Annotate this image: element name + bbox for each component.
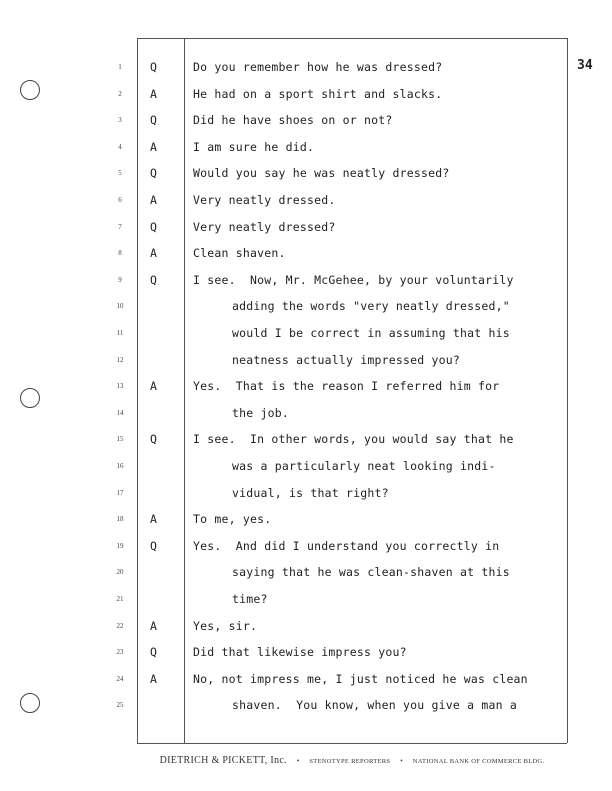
punch-hole-top bbox=[20, 80, 40, 100]
punch-hole-bottom bbox=[20, 693, 40, 713]
testimony-line: Would you say he was neatly dressed? bbox=[193, 166, 450, 181]
testimony-line: I am sure he did. bbox=[193, 139, 315, 154]
testimony-line: Do you remember how he was dressed? bbox=[193, 60, 443, 74]
footer-address: NATIONAL BANK OF COMMERCE BLDG. bbox=[412, 758, 545, 765]
line-number: 11 bbox=[116, 329, 124, 337]
line-number: 13 bbox=[116, 382, 124, 391]
line-number: 10 bbox=[116, 302, 124, 311]
testimony-line: Yes, sir. bbox=[193, 618, 258, 633]
reporter-footer bbox=[137, 750, 567, 768]
speaker-label: Q bbox=[150, 60, 157, 74]
testimony-line: He had on a sport shirt and slacks. bbox=[193, 86, 443, 101]
line-number: 16 bbox=[116, 462, 124, 470]
testimony-line: I see. Now, Mr. McGehee, by your voluntarily bbox=[193, 272, 514, 287]
footer-separator-2: • bbox=[400, 757, 403, 765]
punch-hole-middle bbox=[20, 388, 40, 408]
frame-right-rule bbox=[567, 38, 568, 743]
line-number: 17 bbox=[116, 488, 124, 497]
line-number: 24 bbox=[116, 674, 124, 683]
testimony-continuation: shaven. You know, when you give a man a bbox=[232, 698, 517, 713]
line-number: 23 bbox=[116, 648, 124, 657]
line-number: 21 bbox=[116, 595, 124, 603]
testimony-line: Very neatly dressed. bbox=[193, 193, 336, 207]
testimony-line: Did that likewise impress you? bbox=[193, 645, 407, 660]
line-number: 9 bbox=[118, 275, 122, 284]
line-number: 4 bbox=[118, 142, 122, 151]
testimony-continuation: the job. bbox=[232, 405, 289, 420]
testimony-line: Very neatly dressed? bbox=[193, 219, 336, 234]
line-number: 20 bbox=[116, 568, 124, 577]
speaker-label: Q bbox=[150, 113, 157, 128]
testimony-line: Did he have shoes on or not? bbox=[193, 113, 393, 128]
line-number: 7 bbox=[118, 222, 122, 231]
speaker-label: A bbox=[150, 618, 157, 633]
line-number: 25 bbox=[116, 701, 124, 710]
testimony-continuation: saying that he was clean-shaven at this bbox=[232, 565, 510, 580]
testimony-continuation: neatness actually impressed you? bbox=[232, 352, 460, 367]
speaker-label: A bbox=[150, 379, 157, 394]
speaker-label: Q bbox=[150, 219, 157, 234]
line-number: 19 bbox=[116, 541, 124, 550]
frame-left-rule bbox=[137, 38, 138, 743]
line-number: 8 bbox=[118, 249, 122, 258]
footer-service: STENOTYPE REPORTERS bbox=[309, 758, 391, 765]
line-number: 6 bbox=[118, 196, 122, 204]
speaker-label: Q bbox=[150, 432, 157, 447]
line-number: 15 bbox=[116, 435, 124, 444]
testimony-continuation: time? bbox=[232, 592, 268, 606]
testimony-line: Yes. And did I understand you correctly in bbox=[193, 538, 500, 553]
line-number: 22 bbox=[116, 621, 124, 630]
frame-top-rule bbox=[137, 38, 567, 39]
line-number: 3 bbox=[118, 116, 122, 125]
speaker-label: A bbox=[150, 512, 157, 527]
testimony-line: Yes. That is the reason I referred him for bbox=[193, 379, 500, 394]
testimony-line: Clean shaven. bbox=[193, 246, 286, 261]
line-number: 5 bbox=[118, 169, 122, 178]
line-number: 14 bbox=[116, 408, 124, 417]
testimony-continuation: adding the words "very neatly dressed," bbox=[232, 299, 510, 314]
speaker-column-rule bbox=[184, 38, 185, 743]
testimony-continuation: vidual, is that right? bbox=[232, 485, 389, 500]
page-number: 34 bbox=[577, 58, 593, 73]
line-number: 18 bbox=[116, 515, 124, 524]
line-number: 2 bbox=[118, 89, 122, 98]
footer-firm: DIETRICH & PICKETT, Inc. bbox=[159, 755, 287, 766]
line-number: 1 bbox=[118, 63, 122, 71]
speaker-label: Q bbox=[150, 272, 157, 287]
testimony-continuation: would I be correct in assuming that his bbox=[232, 326, 510, 340]
speaker-label: A bbox=[150, 246, 157, 261]
speaker-label: Q bbox=[150, 538, 157, 553]
speaker-label: Q bbox=[150, 166, 157, 181]
testimony-continuation: was a particularly neat looking indi- bbox=[232, 459, 496, 473]
speaker-label: A bbox=[150, 671, 157, 686]
line-number: 12 bbox=[116, 355, 124, 364]
speaker-label: A bbox=[150, 139, 157, 154]
testimony-line: I see. In other words, you would say that he bbox=[193, 432, 514, 447]
footer-separator-1: • bbox=[296, 757, 300, 765]
speaker-label: A bbox=[150, 193, 157, 207]
testimony-line: No, not impress me, I just noticed he was clean bbox=[193, 671, 528, 686]
speaker-label: Q bbox=[150, 645, 157, 660]
speaker-label: A bbox=[150, 86, 157, 101]
testimony-line: To me, yes. bbox=[193, 512, 272, 527]
frame-bottom-rule bbox=[137, 743, 567, 744]
